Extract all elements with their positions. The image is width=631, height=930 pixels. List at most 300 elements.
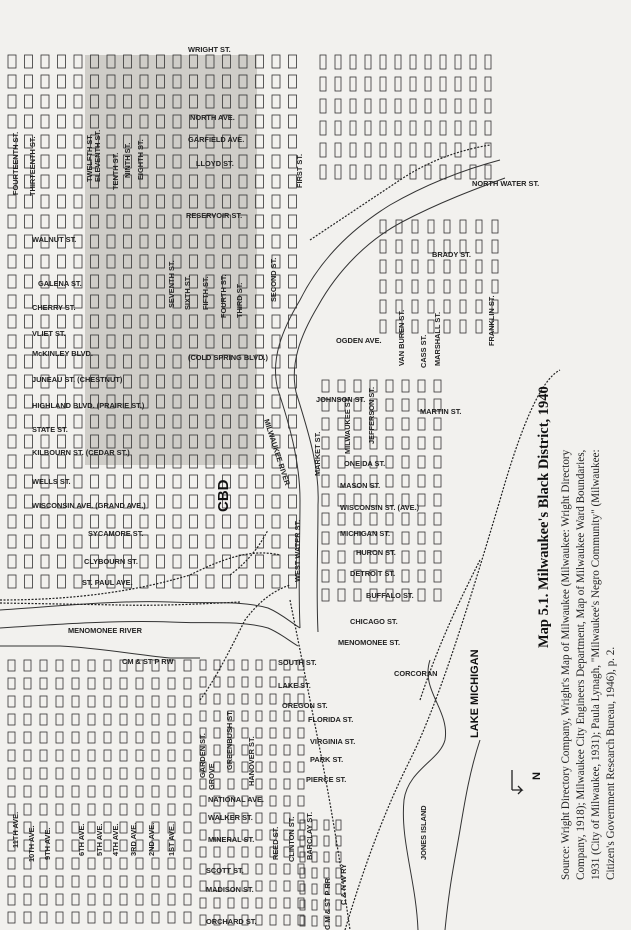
street-label-vertical: 3RD AVE. [129, 822, 138, 856]
city-block [418, 475, 425, 487]
city-block [74, 115, 82, 128]
city-block [223, 575, 231, 588]
city-block [8, 535, 16, 548]
city-block [184, 660, 191, 671]
city-block [492, 240, 498, 253]
city-block [228, 677, 234, 687]
street-label-horizontal: MICHIGAN ST. [340, 529, 391, 538]
city-block [214, 745, 220, 755]
city-block [41, 315, 49, 328]
city-block [434, 532, 441, 544]
city-block [8, 95, 16, 108]
city-block [8, 876, 15, 887]
city-block [444, 220, 450, 233]
city-block [168, 858, 175, 869]
city-block [41, 215, 49, 228]
city-block [402, 456, 409, 468]
city-block [270, 813, 276, 823]
city-block [8, 395, 16, 408]
city-block [157, 575, 165, 588]
city-block [272, 495, 280, 508]
city-block [455, 99, 461, 113]
city-block [40, 696, 47, 707]
street-label-vertical: SECOND ST. [269, 257, 278, 302]
city-block [434, 456, 441, 468]
city-block [74, 175, 82, 188]
city-block [74, 55, 82, 68]
city-block [184, 876, 191, 887]
city-block [396, 260, 402, 273]
street-label-vertical: FOURTH ST. [219, 274, 228, 318]
city-block [434, 494, 441, 506]
street-label-vertical: MILWAUKEE ST. [343, 396, 352, 454]
city-block [58, 135, 66, 148]
city-block [335, 121, 341, 135]
city-block [350, 143, 356, 157]
city-block [152, 750, 159, 761]
city-block [136, 768, 143, 779]
city-block [8, 115, 16, 128]
street-label-horizontal: BUFFALO ST. [366, 591, 414, 600]
city-block [298, 762, 304, 772]
city-block [184, 858, 191, 869]
street-label-horizontal: NORTH AVE. [190, 113, 235, 122]
city-block [485, 165, 491, 179]
city-block [88, 732, 95, 743]
source-line: Source: Wright Directory Company, Wright's Map of Milwaukee (Milwaukee: Wright Directory [560, 449, 572, 880]
street-label-horizontal: JUNEAU ST. (CHESTNUT) [32, 375, 123, 384]
city-block [214, 728, 220, 738]
city-block [418, 437, 425, 449]
city-block [74, 475, 82, 488]
street-label-horizontal: MADISON ST. [206, 885, 254, 894]
city-block [56, 804, 63, 815]
city-block [41, 535, 49, 548]
city-block [470, 121, 476, 135]
city-block [8, 435, 16, 448]
city-block [8, 215, 16, 228]
city-block [425, 143, 431, 157]
city-block [272, 515, 280, 528]
city-block [322, 456, 329, 468]
street-label-horizontal: SCOTT ST. [206, 866, 244, 875]
city-block [223, 555, 231, 568]
city-block [412, 300, 418, 313]
city-block [41, 255, 49, 268]
city-block [335, 99, 341, 113]
city-block [140, 475, 148, 488]
city-block [58, 175, 66, 188]
city-block [8, 55, 16, 68]
city-block [270, 745, 276, 755]
city-block [104, 858, 111, 869]
city-block [72, 894, 79, 905]
street-label-vertical: ELEVENTH ST. [93, 129, 102, 182]
city-block [434, 418, 441, 430]
city-block [242, 898, 248, 908]
street-label-horizontal: WELLS ST. [32, 477, 71, 486]
city-block [380, 320, 386, 333]
city-block [272, 175, 280, 188]
city-block [24, 894, 31, 905]
city-block [354, 418, 361, 430]
city-block [72, 660, 79, 671]
street-label-horizontal: CHERRY ST. [32, 303, 76, 312]
city-block [104, 822, 111, 833]
city-block [190, 495, 198, 508]
city-block [120, 894, 127, 905]
city-block [25, 215, 33, 228]
city-block [455, 143, 461, 157]
city-block [492, 220, 498, 233]
city-block [380, 77, 386, 91]
city-block [335, 77, 341, 91]
city-block [350, 165, 356, 179]
city-block [8, 455, 16, 468]
city-block [428, 280, 434, 293]
city-block [56, 894, 63, 905]
city-block [289, 255, 297, 268]
city-block [168, 894, 175, 905]
city-block [256, 745, 262, 755]
city-block [56, 822, 63, 833]
city-block [402, 475, 409, 487]
city-block [485, 77, 491, 91]
city-block [410, 143, 416, 157]
city-block [324, 852, 329, 862]
city-block [338, 570, 345, 582]
city-block [120, 714, 127, 725]
city-block [25, 75, 33, 88]
city-block [320, 165, 326, 179]
city-block [136, 678, 143, 689]
city-block [214, 694, 220, 704]
city-block [322, 551, 329, 563]
city-block [8, 678, 15, 689]
street-label-vertical: 11TH AVE. [11, 811, 20, 848]
city-block [120, 912, 127, 923]
street-label-horizontal: HURON ST. [356, 548, 396, 557]
street-label-vertical: THIRTEENTH ST. [28, 136, 37, 196]
city-block [58, 55, 66, 68]
city-block [214, 847, 220, 857]
city-block [270, 796, 276, 806]
city-block [124, 475, 132, 488]
city-block [440, 165, 446, 179]
city-block [8, 575, 16, 588]
city-block [8, 235, 16, 248]
railroad-label: C & N W RY [339, 863, 348, 905]
city-block [256, 864, 262, 874]
city-block [298, 796, 304, 806]
city-block [25, 575, 33, 588]
city-block [418, 456, 425, 468]
lake-michigan-label: LAKE MICHIGAN [469, 649, 481, 738]
city-block [104, 876, 111, 887]
city-block [88, 822, 95, 833]
street-label-vertical: 9TH AVE. [43, 827, 52, 860]
city-block [88, 768, 95, 779]
city-block [395, 165, 401, 179]
city-block [289, 235, 297, 248]
street-label-horizontal: OGDEN AVE. [336, 336, 382, 345]
city-block [312, 868, 317, 878]
street-label-vertical: 6TH AVE. [77, 823, 86, 856]
city-block [365, 121, 371, 135]
city-block [120, 840, 127, 851]
city-block [410, 77, 416, 91]
city-block [410, 121, 416, 135]
city-block [336, 852, 341, 862]
city-block [41, 195, 49, 208]
city-block [74, 215, 82, 228]
city-block [58, 535, 66, 548]
city-block [58, 195, 66, 208]
city-block [418, 570, 425, 582]
city-block [200, 711, 206, 721]
city-block [412, 320, 418, 333]
city-block [168, 804, 175, 815]
street-label-horizontal: SOUTH ST. [278, 658, 317, 667]
city-block [395, 77, 401, 91]
city-block [256, 555, 264, 568]
city-block [354, 380, 361, 392]
city-block [256, 495, 264, 508]
street-label-vertical: GREENBUSH ST. [225, 710, 234, 770]
city-block [74, 135, 82, 148]
city-block [335, 165, 341, 179]
city-block [157, 475, 165, 488]
city-block [354, 589, 361, 601]
city-block [284, 779, 290, 789]
city-block [272, 535, 280, 548]
city-block [410, 99, 416, 113]
city-block [396, 280, 402, 293]
city-block [72, 876, 79, 887]
city-block [272, 475, 280, 488]
city-block [8, 768, 15, 779]
city-block [256, 677, 262, 687]
city-block [402, 532, 409, 544]
city-block [184, 822, 191, 833]
city-block [184, 894, 191, 905]
city-block [190, 535, 198, 548]
city-block [228, 898, 234, 908]
city-block [8, 335, 16, 348]
city-block [228, 694, 234, 704]
city-block [444, 280, 450, 293]
city-block [8, 495, 16, 508]
city-block [289, 215, 297, 228]
city-block [74, 255, 82, 268]
city-block [242, 677, 248, 687]
city-block [386, 456, 393, 468]
city-block [190, 515, 198, 528]
city-block [470, 55, 476, 69]
street-label-horizontal: PIERCE ST. [306, 775, 347, 784]
city-block [104, 660, 111, 671]
city-block [350, 55, 356, 69]
city-block [256, 881, 262, 891]
city-block [284, 898, 290, 908]
city-block [200, 847, 206, 857]
city-block [256, 762, 262, 772]
street-label-horizontal: NATIONAL AVE. [208, 795, 264, 804]
city-block [168, 912, 175, 923]
city-block [485, 99, 491, 113]
street-label-vertical: JONES ISLAND [419, 805, 428, 860]
city-block [289, 135, 297, 148]
menomonee-river-label: MENOMONEE RIVER [68, 626, 142, 635]
city-block [40, 876, 47, 887]
city-block [284, 762, 290, 772]
city-block [289, 295, 297, 308]
north-arrow-label: N [531, 772, 543, 780]
street-label-vertical: 10TH AVE. [27, 825, 36, 862]
city-block [25, 255, 33, 268]
city-block [470, 143, 476, 157]
city-block [8, 315, 16, 328]
city-block [41, 515, 49, 528]
city-block [58, 215, 66, 228]
city-block [41, 115, 49, 128]
milwaukee-river [275, 160, 505, 632]
city-block [485, 121, 491, 135]
city-block [25, 95, 33, 108]
city-block [104, 894, 111, 905]
city-block [386, 475, 393, 487]
city-block [272, 195, 280, 208]
city-block [72, 750, 79, 761]
city-block [24, 786, 31, 797]
city-block [289, 275, 297, 288]
city-block [444, 320, 450, 333]
city-block [184, 804, 191, 815]
street-label-vertical: VAN BUREN ST. [397, 309, 406, 366]
city-block [25, 55, 33, 68]
city-block [8, 696, 15, 707]
city-block [74, 75, 82, 88]
street-label-horizontal: McKINLEY BLVD. [32, 349, 93, 358]
city-block [444, 300, 450, 313]
city-block [157, 555, 165, 568]
city-block [386, 399, 393, 411]
city-block [320, 77, 326, 91]
street-label-horizontal: LLOYD ST. [196, 159, 234, 168]
city-block [136, 804, 143, 815]
city-block [380, 143, 386, 157]
city-block [412, 280, 418, 293]
street-label-vertical: 2ND AVE. [147, 822, 156, 856]
city-block [270, 677, 276, 687]
city-block [320, 55, 326, 69]
city-block [354, 437, 361, 449]
city-block [184, 678, 191, 689]
city-block [242, 711, 248, 721]
city-block [365, 77, 371, 91]
city-block [40, 894, 47, 905]
city-block [74, 155, 82, 168]
city-block [41, 175, 49, 188]
city-block [336, 820, 341, 830]
city-block [206, 495, 214, 508]
city-block [184, 714, 191, 725]
city-block [72, 786, 79, 797]
street-label-horizontal: DETROIT ST. [350, 569, 396, 578]
street-label-horizontal: GALENA ST. [38, 279, 82, 288]
city-block [272, 555, 280, 568]
city-block [386, 380, 393, 392]
city-block [8, 786, 15, 797]
city-block [56, 768, 63, 779]
city-block [173, 555, 181, 568]
street-label-horizontal: HIGHLAND BLVD. (PRAIRIE ST.) [32, 401, 145, 410]
street-label-horizontal: CORCORAN [394, 669, 438, 678]
city-block [455, 55, 461, 69]
city-block [298, 881, 304, 891]
city-block [460, 220, 466, 233]
city-block [190, 555, 198, 568]
city-block [214, 898, 220, 908]
city-block [25, 315, 33, 328]
street-label-horizontal: SYCAMORE ST. [88, 529, 144, 538]
city-block [412, 220, 418, 233]
city-block [470, 77, 476, 91]
city-block [370, 513, 377, 525]
city-block [24, 696, 31, 707]
city-block [284, 881, 290, 891]
street-label-horizontal: WRIGHT ST. [188, 45, 231, 54]
city-block [74, 575, 82, 588]
city-block [206, 535, 214, 548]
city-block [434, 475, 441, 487]
street-label-vertical: CLINTON ST. [287, 816, 296, 862]
city-block [200, 796, 206, 806]
street-label-horizontal: WALNUT ST. [32, 235, 77, 244]
city-block [88, 804, 95, 815]
city-block [24, 660, 31, 671]
city-block [200, 677, 206, 687]
city-block [380, 240, 386, 253]
city-block [168, 678, 175, 689]
city-block [272, 395, 280, 408]
street-label-horizontal: OREGON ST. [282, 701, 328, 710]
city-block [418, 551, 425, 563]
city-block [298, 745, 304, 755]
city-block [284, 864, 290, 874]
city-block [335, 143, 341, 157]
city-block [256, 711, 262, 721]
city-block [425, 55, 431, 69]
city-block [8, 375, 16, 388]
city-block [88, 876, 95, 887]
city-block [168, 732, 175, 743]
city-block [298, 711, 304, 721]
city-block [455, 121, 461, 135]
city-block [242, 847, 248, 857]
city-block [440, 77, 446, 91]
city-block [386, 437, 393, 449]
city-block [184, 750, 191, 761]
city-block [270, 881, 276, 891]
city-block [24, 714, 31, 725]
city-block [350, 121, 356, 135]
city-block [136, 912, 143, 923]
city-block [25, 515, 33, 528]
city-block [157, 515, 165, 528]
city-block [214, 660, 220, 670]
city-block [324, 868, 329, 878]
